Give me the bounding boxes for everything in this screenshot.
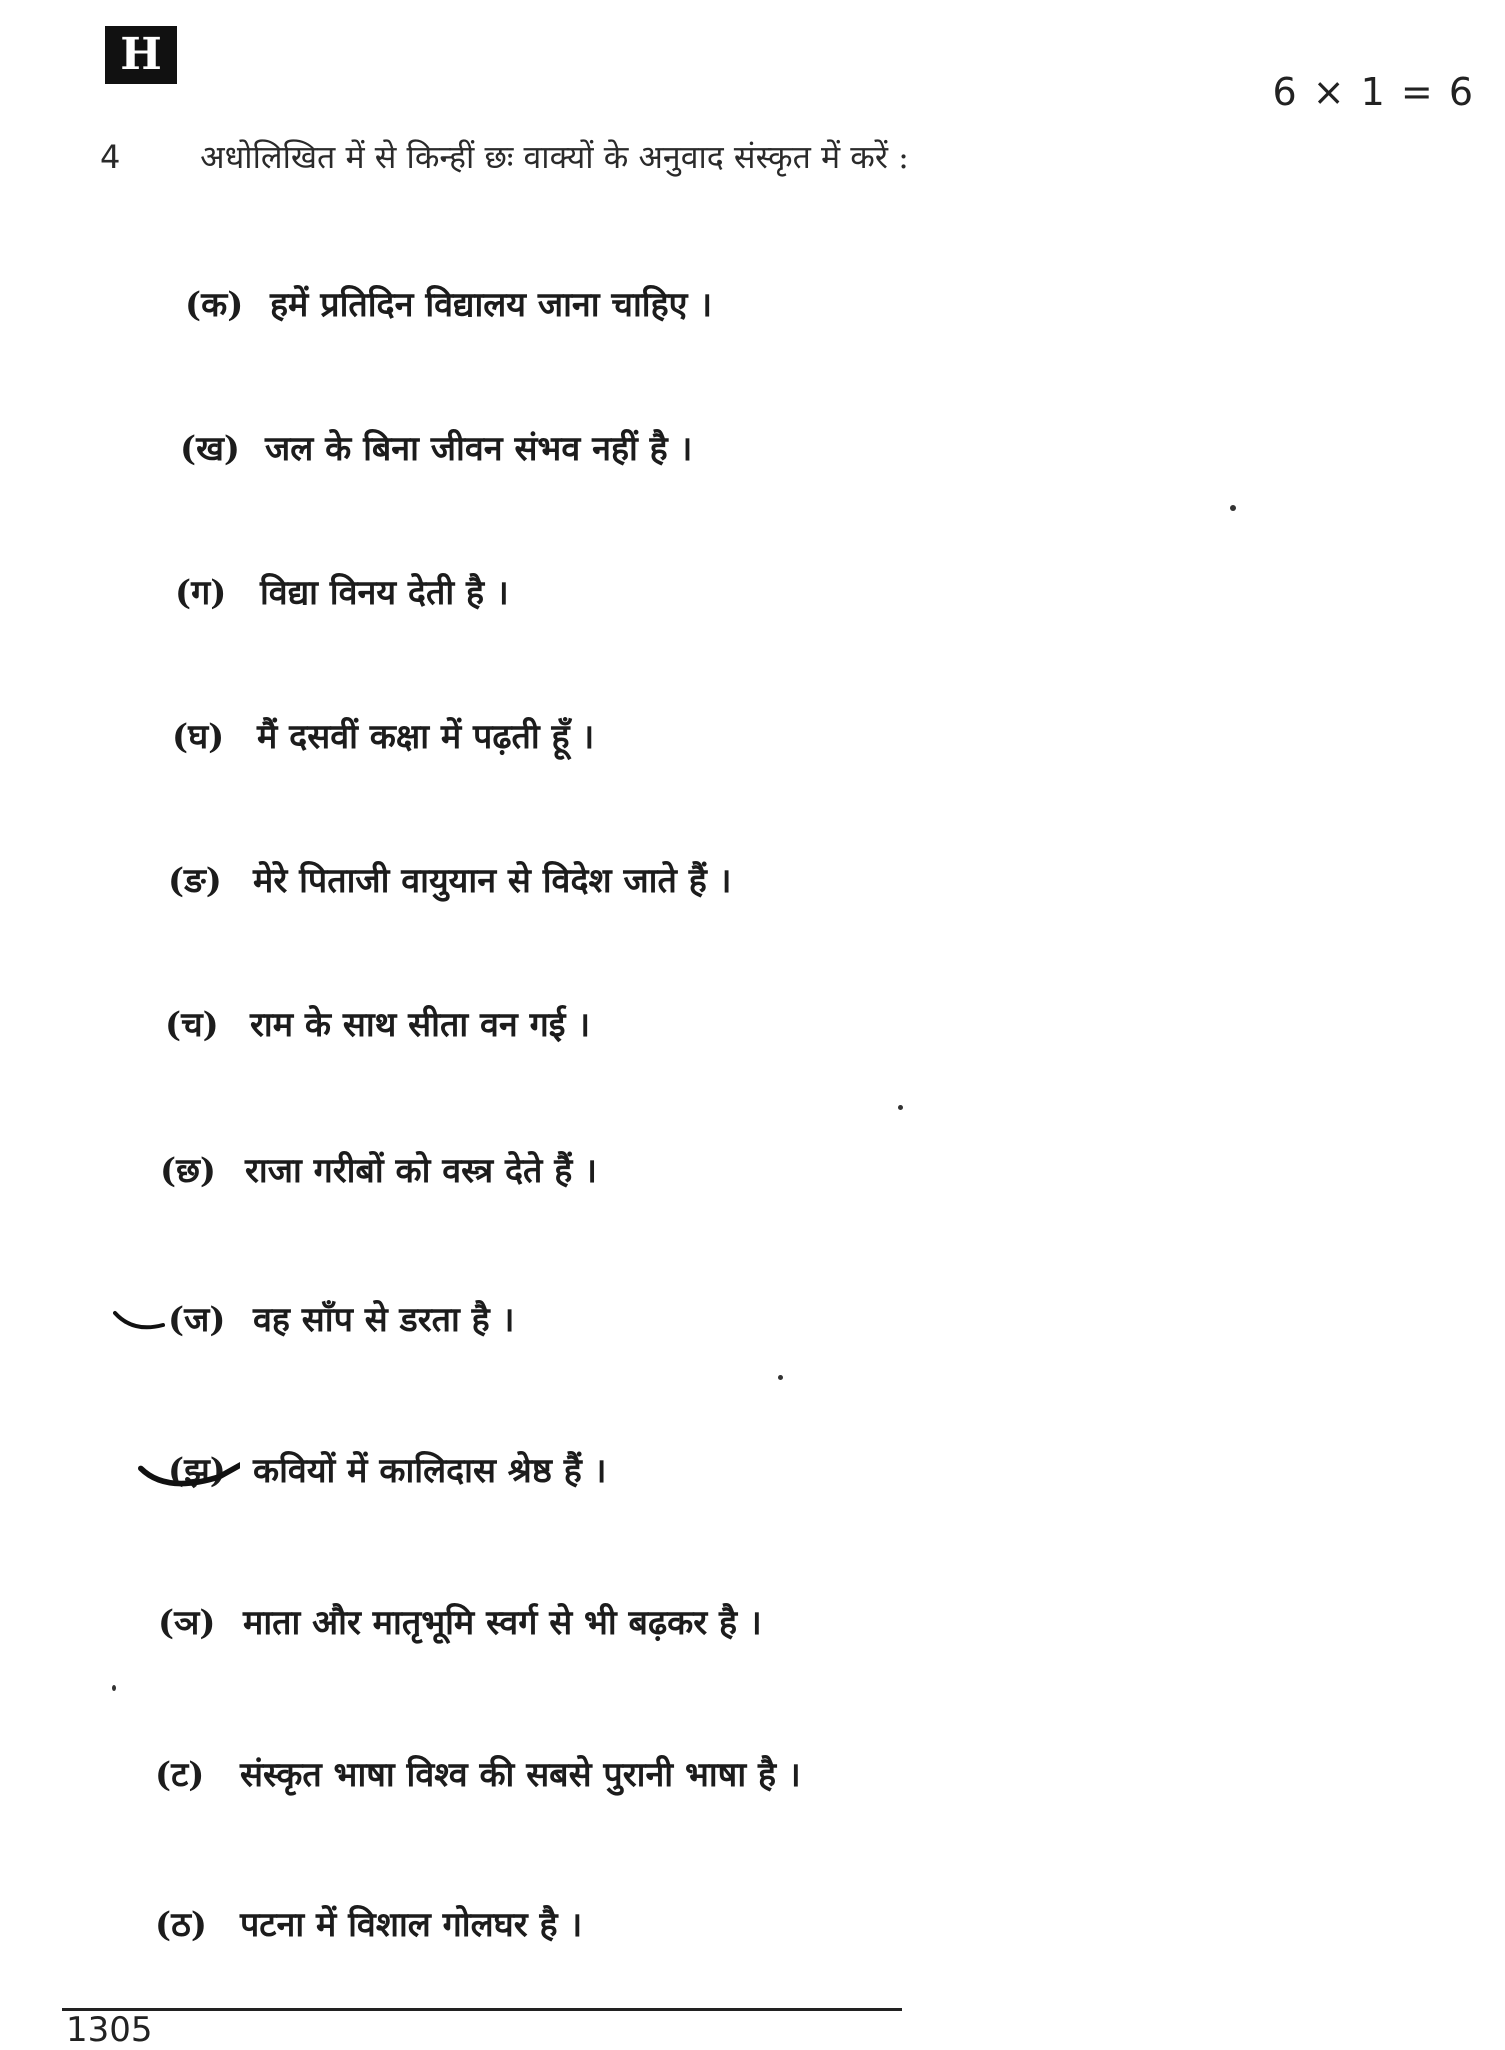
- list-item: [155, 1900, 582, 1946]
- instruction-text: अधोलिखित में से किन्हीं छः वाक्यों के अनुवाद संस्कृत में करें :: [200, 138, 909, 176]
- list-item: [172, 712, 594, 758]
- item-text: मैं दसवीं कक्षा में पढ़ती हूँ ।: [257, 717, 595, 757]
- list-item: [160, 1146, 597, 1192]
- scan-speck: [898, 1105, 903, 1110]
- footer-rule: [62, 2008, 902, 2011]
- item-label: (ज): [168, 1300, 226, 1340]
- list-item: [175, 568, 509, 614]
- page-code: 1305: [66, 2010, 153, 2050]
- list-item: [185, 280, 712, 326]
- item-text: राजा गरीबों को वस्त्र देते हैं ।: [245, 1151, 598, 1191]
- tick-mark-icon: [120, 1432, 240, 1488]
- section-badge: H: [105, 26, 177, 84]
- item-label: (ट): [155, 1755, 205, 1795]
- scan-speck: [1230, 505, 1236, 511]
- question-number: 4: [100, 138, 121, 176]
- item-label: (ग): [175, 573, 227, 613]
- list-item: [168, 856, 731, 902]
- item-label: (ख): [180, 429, 240, 469]
- list-item: [168, 1446, 607, 1492]
- item-label: (च): [165, 1005, 219, 1045]
- item-label: (ङ): [168, 861, 222, 901]
- list-item: [180, 424, 692, 470]
- item-text: विद्या विनय देती है ।: [260, 573, 509, 613]
- item-text: वह साँप से डरता है ।: [253, 1300, 515, 1340]
- item-text: जल के बिना जीवन संभव नहीं है ।: [265, 429, 693, 469]
- item-label: (घ): [172, 717, 225, 757]
- item-text: संस्कृत भाषा विश्व की सबसे पुरानी भाषा है ।: [240, 1755, 801, 1795]
- scan-speck: [112, 1685, 116, 1691]
- list-item: [165, 1000, 590, 1046]
- item-label: (क): [185, 285, 244, 325]
- list-item: [168, 1295, 514, 1341]
- list-item: [158, 1598, 762, 1644]
- item-label: (ठ): [155, 1905, 207, 1945]
- item-label: (झ): [168, 1451, 226, 1491]
- item-text: हमें प्रतिदिन विद्यालय जाना चाहिए ।: [270, 285, 713, 325]
- item-text: पटना में विशाल गोलघर है ।: [240, 1905, 583, 1945]
- item-text: राम के साथ सीता वन गई ।: [250, 1005, 591, 1045]
- list-item: [155, 1750, 801, 1796]
- scan-speck: [778, 1375, 783, 1380]
- item-label: (छ): [160, 1151, 217, 1191]
- item-text: माता और मातृभूमि स्वर्ग से भी बढ़कर है ।: [243, 1603, 762, 1643]
- tick-mark-icon: [113, 1299, 173, 1339]
- item-text: मेरे पिताजी वायुयान से विदेश जाते हैं ।: [253, 861, 732, 901]
- item-text: कवियों में कालिदास श्रेष्ठ हैं ।: [253, 1451, 607, 1491]
- item-label: (ञ): [158, 1603, 216, 1643]
- marks-allocation: 6 × 1 = 6: [1272, 70, 1475, 114]
